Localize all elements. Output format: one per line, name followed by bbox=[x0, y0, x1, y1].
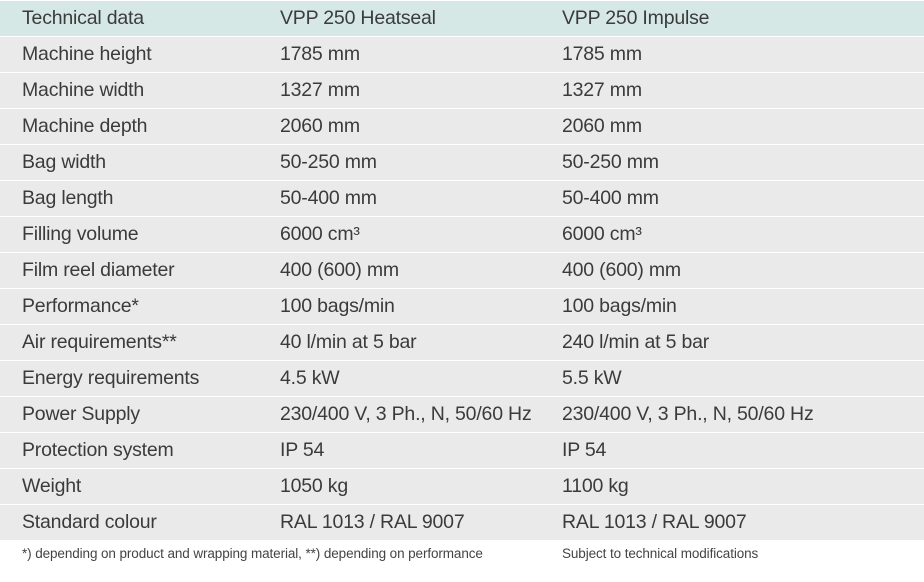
technical-data-table bbox=[0, 1, 924, 540]
table-row bbox=[0, 289, 924, 325]
row-label: Machine depth bbox=[0, 109, 278, 145]
impulse-value: 1327 mm bbox=[560, 73, 924, 109]
impulse-value: 50-250 mm bbox=[560, 145, 924, 181]
heatseal-value: 1050 kg bbox=[278, 469, 560, 505]
impulse-value: 230/400 V, 3 Ph., N, 50/60 Hz bbox=[560, 397, 924, 433]
heatseal-value: 50-400 mm bbox=[278, 181, 560, 217]
impulse-value: RAL 1013 / RAL 9007 bbox=[562, 511, 747, 533]
table-row bbox=[0, 469, 924, 505]
table-row bbox=[0, 217, 924, 253]
row-label: Bag length bbox=[0, 181, 278, 217]
table-row bbox=[0, 361, 924, 397]
header-vpp-250-impulse: VPP 250 Impulse bbox=[560, 1, 924, 37]
impulse-value: 400 (600) mm bbox=[560, 253, 924, 289]
row-label: Energy requirements bbox=[0, 361, 278, 397]
table-row bbox=[0, 253, 924, 289]
row-label: Performance* bbox=[0, 289, 278, 325]
impulse-value: 1785 mm bbox=[560, 37, 924, 73]
impulse-value: IP 54 bbox=[560, 433, 924, 469]
impulse-value: 2060 mm bbox=[560, 109, 924, 145]
table-row bbox=[0, 505, 924, 541]
header-vpp-250-heatseal: VPP 250 Heatseal bbox=[278, 1, 560, 37]
row-label: Machine height bbox=[0, 37, 278, 73]
row-label: Film reel diameter bbox=[0, 253, 278, 289]
heatseal-value: 100 bags/min bbox=[278, 289, 560, 325]
row-label: Weight bbox=[0, 469, 278, 505]
impulse-value: 6000 cm³ bbox=[560, 217, 924, 253]
row-label: Standard colour bbox=[22, 511, 157, 533]
table-row bbox=[0, 145, 924, 181]
heatseal-value: 230/400 V, 3 Ph., N, 50/60 Hz bbox=[278, 397, 560, 433]
impulse-value: 240 l/min at 5 bar bbox=[560, 325, 924, 361]
heatseal-value: 50-250 mm bbox=[278, 145, 560, 181]
footnote-modifications: Subject to technical modifications bbox=[562, 546, 759, 561]
impulse-value: 100 bags/min bbox=[560, 289, 924, 325]
row-label: Protection system bbox=[0, 433, 278, 469]
impulse-value: 50-400 mm bbox=[560, 181, 924, 217]
row-label: Power Supply bbox=[0, 397, 278, 433]
heatseal-value: IP 54 bbox=[278, 433, 560, 469]
heatseal-value: 1785 mm bbox=[278, 37, 560, 73]
heatseal-value: 40 l/min at 5 bar bbox=[278, 325, 560, 361]
heatseal-value: 4.5 kW bbox=[278, 361, 560, 397]
table-row bbox=[0, 109, 924, 145]
table-row bbox=[0, 73, 924, 109]
footnote-conditions: *) depending on product and wrapping material, **) depending on performance bbox=[22, 546, 483, 561]
footnotes bbox=[0, 546, 924, 566]
row-label: Bag width bbox=[0, 145, 278, 181]
row-label: Air requirements** bbox=[0, 325, 278, 361]
table-row bbox=[0, 181, 924, 217]
row-label: Machine width bbox=[0, 73, 278, 109]
heatseal-value: 1327 mm bbox=[278, 73, 560, 109]
table-header-row bbox=[0, 1, 924, 37]
heatseal-value: RAL 1013 / RAL 9007 bbox=[280, 511, 465, 533]
row-label: Filling volume bbox=[0, 217, 278, 253]
header-technical-data: Technical data bbox=[0, 1, 278, 37]
table-row bbox=[0, 397, 924, 433]
impulse-value: 5.5 kW bbox=[560, 361, 924, 397]
table-row bbox=[0, 433, 924, 469]
table-row bbox=[0, 325, 924, 361]
heatseal-value: 2060 mm bbox=[278, 109, 560, 145]
impulse-value: 1100 kg bbox=[560, 469, 924, 505]
heatseal-value: 6000 cm³ bbox=[278, 217, 560, 253]
table-row bbox=[0, 37, 924, 73]
heatseal-value: 400 (600) mm bbox=[278, 253, 560, 289]
